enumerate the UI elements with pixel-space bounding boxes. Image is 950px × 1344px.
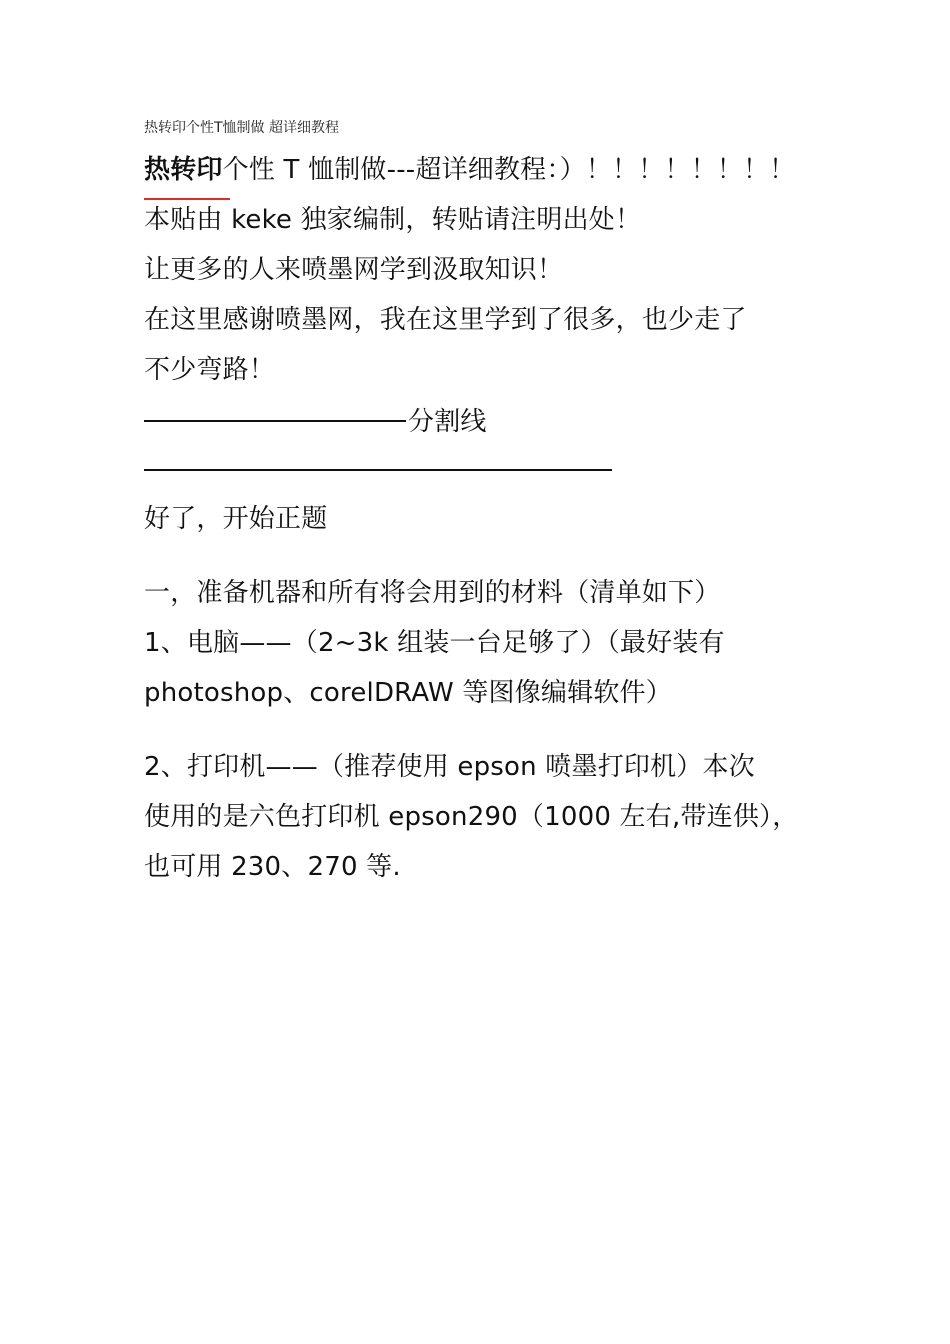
separator-label: 分割线 [408, 407, 487, 437]
separator-rule [144, 420, 406, 422]
item-1-line-1: 1、电脑——（2~3k 组装一台足够了）（最好装有 [144, 628, 725, 658]
title-rest: 个性 T 恤制做---超详细教程：）！！！！！！！！ [222, 155, 796, 185]
item-1-line-2: photoshop、corelDRAW 等图像编辑软件） [144, 678, 672, 708]
separator-line [144, 404, 487, 440]
intro-line-3: 在这里感谢喷墨网，我在这里学到了很多，也少走了 [144, 305, 747, 335]
intro-line-4: 不少弯路！ [144, 355, 276, 385]
section-heading: 一，准备机器和所有将会用到的材料（清单如下） [144, 578, 721, 608]
item-2-line-3: 也可用 230、270 等. [144, 852, 401, 882]
page-header: 热转印个性T恤制做 超详细教程 [144, 120, 340, 136]
start-text: 好了，开始正题 [144, 504, 328, 534]
item-2-line-2: 使用的是六色打印机 epson290（1000 左右,带连供）， [144, 802, 799, 832]
title-bold-part: 热转印 [144, 155, 223, 185]
document-title [144, 152, 795, 188]
intro-line-1: 本贴由 keke 独家编制，转贴请注明出处！ [144, 205, 642, 235]
title-underline [144, 198, 230, 200]
intro-line-2: 让更多的人来喷墨网学到汲取知识！ [144, 255, 564, 285]
horizontal-divider [144, 469, 612, 471]
item-2-line-1: 2、打印机——（推荐使用 epson 喷墨打印机）本次 [144, 752, 755, 782]
